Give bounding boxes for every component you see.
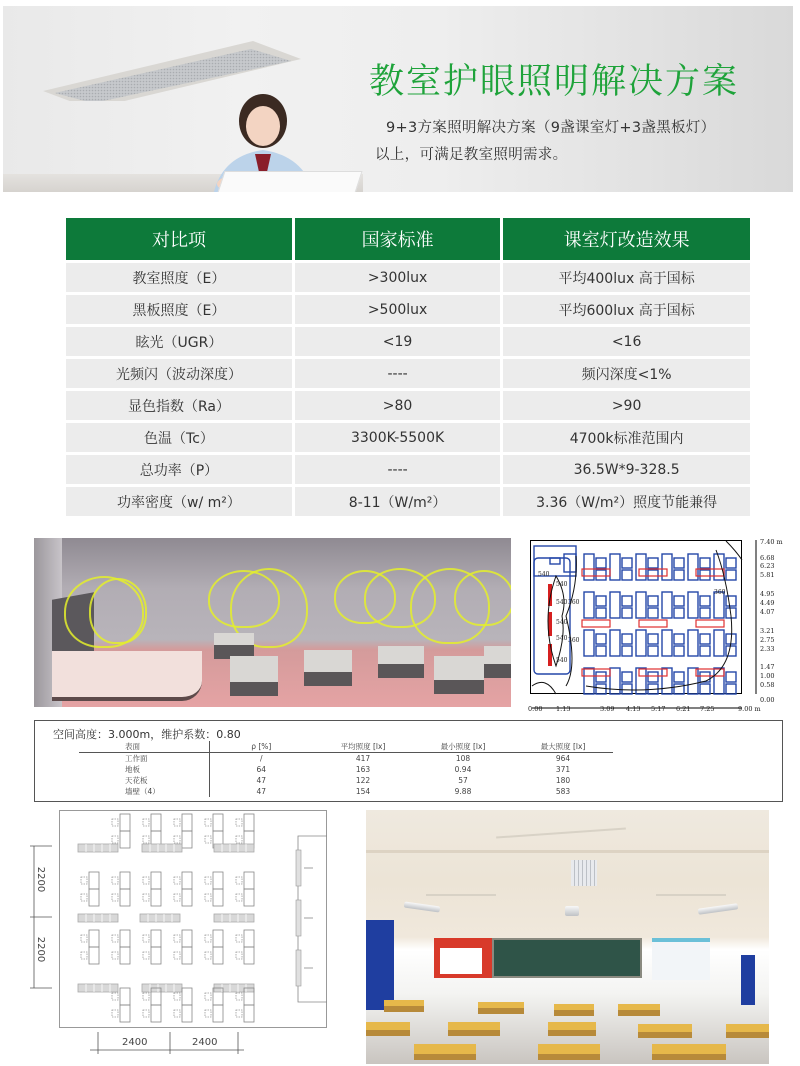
table-cell: ---- bbox=[295, 359, 500, 388]
y-tick: 6.23 bbox=[760, 562, 775, 570]
student-desk bbox=[638, 1024, 692, 1038]
hero-subtitle-line1: 9+3方案照明解决方案（9盏课室灯+3盏黑板灯） bbox=[386, 120, 716, 136]
isolux-contour-plan bbox=[526, 536, 790, 716]
hero-banner bbox=[3, 6, 793, 192]
student-desk bbox=[554, 1004, 594, 1016]
table-row bbox=[66, 423, 750, 452]
table-cell: 8-11（W/m²） bbox=[295, 487, 500, 516]
red-bulletin-board bbox=[434, 938, 492, 978]
x-tick: 5.17 bbox=[651, 705, 666, 713]
x-tick: 6.21 bbox=[676, 705, 691, 713]
table-row bbox=[66, 455, 750, 484]
table-cell: 122 bbox=[355, 776, 371, 785]
classroom-lamp bbox=[698, 903, 738, 915]
table-row bbox=[79, 775, 613, 786]
table-cell: 583 bbox=[555, 787, 571, 796]
column-header: 对比项 bbox=[66, 218, 292, 260]
student-desk bbox=[538, 1044, 600, 1060]
table-cell: 47 bbox=[209, 786, 313, 797]
page-title: 教室护眼照明解决方案 bbox=[369, 62, 740, 102]
table-cell: 36.5W*9-328.5 bbox=[503, 455, 750, 484]
y-tick: 0.00 bbox=[760, 696, 775, 704]
table-cell: 教室照度（E） bbox=[66, 263, 292, 292]
table-cell: 频闪深度<1% bbox=[503, 359, 750, 388]
podium-stage bbox=[52, 651, 202, 701]
ceiling-fan bbox=[656, 894, 726, 896]
x-tick: 9.00 m bbox=[738, 705, 761, 713]
student-desk bbox=[414, 1044, 476, 1060]
x-tick: 0.00 bbox=[528, 705, 543, 713]
y-tick: 3.21 bbox=[760, 627, 775, 635]
table-cell: 4700k标准范围内 bbox=[503, 423, 750, 452]
y-tick: 4.49 bbox=[760, 599, 775, 607]
table-cell: 180 bbox=[555, 776, 571, 785]
table-cell: 0.94 bbox=[454, 765, 472, 774]
hero-subtitle-line2: 以上，可满足教室照明需求。 bbox=[375, 147, 568, 163]
table-cell: 47 bbox=[209, 775, 313, 786]
render-desk bbox=[304, 650, 352, 686]
blackboard-lamp bbox=[571, 860, 597, 886]
table-cell: >300lux bbox=[295, 263, 500, 292]
table-cell: 9.88 bbox=[454, 787, 472, 796]
light-beam-pattern bbox=[454, 570, 511, 626]
y-tick: 1.47 bbox=[760, 663, 775, 671]
table-cell: 色温（Tc） bbox=[66, 423, 292, 452]
ceiling-fan bbox=[496, 827, 626, 838]
table-cell: >90 bbox=[503, 391, 750, 420]
classroom-lamp bbox=[404, 902, 440, 913]
table-row bbox=[79, 786, 613, 797]
table-cell: 163 bbox=[355, 765, 371, 774]
table-cell: / bbox=[209, 753, 313, 765]
dimension-label: 2200 bbox=[35, 936, 47, 963]
student-desk bbox=[618, 1004, 660, 1016]
svg-text:360: 360 bbox=[568, 599, 580, 606]
column-header: 表面 bbox=[79, 741, 209, 753]
desk-layout bbox=[526, 536, 790, 716]
dimension-label: 2200 bbox=[35, 866, 47, 893]
y-tick: 6.68 bbox=[760, 554, 775, 562]
column-header: ρ [%] bbox=[209, 741, 313, 753]
student-desk bbox=[652, 1044, 726, 1060]
y-tick: 4.07 bbox=[760, 608, 775, 616]
table-cell: 57 bbox=[458, 776, 468, 785]
student-desk bbox=[384, 1000, 424, 1012]
svg-text:540: 540 bbox=[556, 619, 568, 626]
table-cell: 地板 bbox=[125, 765, 140, 774]
table-row bbox=[66, 391, 750, 420]
y-tick: 2.33 bbox=[760, 645, 775, 653]
chalkboard bbox=[492, 938, 642, 978]
svg-text:360: 360 bbox=[714, 589, 726, 596]
table-cell: 3300K-5500K bbox=[295, 423, 500, 452]
door bbox=[366, 920, 394, 1010]
table-cell: >500lux bbox=[295, 295, 500, 324]
table-cell: 总功率（P） bbox=[66, 455, 292, 484]
table-cell: 964 bbox=[555, 754, 571, 763]
table-cell: 黑板照度（E） bbox=[66, 295, 292, 324]
door bbox=[741, 955, 755, 1005]
svg-text:540: 540 bbox=[556, 657, 568, 664]
notebook bbox=[217, 171, 362, 192]
table-cell: 平均400lux 高于国标 bbox=[503, 263, 750, 292]
render-desk bbox=[230, 656, 278, 696]
y-tick: 2.75 bbox=[760, 636, 775, 644]
student-desk bbox=[366, 1022, 410, 1036]
table-cell: 平均600lux 高于国标 bbox=[503, 295, 750, 324]
table-cell: 工作面 bbox=[125, 754, 148, 763]
table-cell: <19 bbox=[295, 327, 500, 356]
ceiling-beam bbox=[366, 850, 769, 853]
student-desk bbox=[478, 1002, 524, 1014]
notice-board bbox=[652, 938, 710, 980]
table-row bbox=[66, 359, 750, 388]
table-cell: 417 bbox=[355, 754, 371, 763]
table-cell: <16 bbox=[503, 327, 750, 356]
column-header: 最小照度 [lx] bbox=[413, 741, 513, 753]
classroom-photo bbox=[366, 810, 769, 1064]
y-tick: 1.00 bbox=[760, 672, 775, 680]
table-cell: 光频闪（波动深度） bbox=[66, 359, 292, 388]
x-tick: 4.13 bbox=[626, 705, 641, 713]
column-header: 国家标准 bbox=[295, 218, 500, 260]
table-cell: 154 bbox=[355, 787, 371, 796]
table-cell: 眩光（UGR） bbox=[66, 327, 292, 356]
table-cell: 墙壁（4） bbox=[125, 787, 160, 796]
light-beam-pattern bbox=[89, 578, 147, 644]
render-desk bbox=[378, 646, 424, 678]
comparison-table bbox=[63, 215, 753, 519]
student-desk bbox=[726, 1024, 769, 1038]
render-desk bbox=[484, 646, 511, 678]
student-desk bbox=[548, 1022, 596, 1036]
illuminance-results-table bbox=[79, 741, 613, 797]
table-row bbox=[66, 263, 750, 292]
classroom-lamp bbox=[565, 906, 579, 916]
ceiling-fan bbox=[426, 894, 496, 896]
table-row bbox=[79, 753, 613, 765]
svg-text:360: 360 bbox=[568, 637, 580, 644]
x-tick: 1.13 bbox=[556, 705, 571, 713]
classroom-floor-plan bbox=[30, 806, 360, 1062]
x-tick: 7.25 bbox=[700, 705, 715, 713]
room-parameters: 空间高度：3.000m，维护系数：0.80 bbox=[53, 728, 241, 741]
table-cell: 64 bbox=[209, 764, 313, 775]
render-desk bbox=[434, 656, 484, 694]
table-row bbox=[66, 487, 750, 516]
table-row bbox=[79, 764, 613, 775]
illuminance-results-panel bbox=[34, 720, 783, 802]
student-desk bbox=[448, 1022, 500, 1036]
table-cell: 天花板 bbox=[125, 776, 148, 785]
column-header: 平均照度 [lx] bbox=[313, 741, 413, 753]
plan-drawing bbox=[30, 806, 360, 1062]
dimension-label: 2400 bbox=[122, 1037, 148, 1048]
y-tick: 0.58 bbox=[760, 681, 775, 689]
column-header: 最大照度 [lx] bbox=[513, 741, 613, 753]
table-cell: ---- bbox=[295, 455, 500, 484]
table-cell: 3.36（W/m²）照度节能兼得 bbox=[503, 487, 750, 516]
table-header-row bbox=[66, 218, 750, 260]
table-row bbox=[66, 327, 750, 356]
y-tick: 4.95 bbox=[760, 590, 775, 598]
table-row bbox=[66, 295, 750, 324]
svg-text:540: 540 bbox=[556, 581, 568, 588]
light-distribution-render bbox=[34, 538, 511, 707]
table-cell: 108 bbox=[455, 754, 471, 763]
table-cell: >80 bbox=[295, 391, 500, 420]
column-header: 课室灯改造效果 bbox=[503, 218, 750, 260]
table-cell: 功率密度（w/ m²） bbox=[66, 487, 292, 516]
svg-text:540: 540 bbox=[556, 599, 568, 606]
y-tick: 5.81 bbox=[760, 571, 775, 579]
svg-text:540: 540 bbox=[538, 571, 550, 578]
x-tick: 3.09 bbox=[600, 705, 615, 713]
table-cell: 371 bbox=[555, 765, 571, 774]
svg-text:540: 540 bbox=[556, 635, 568, 642]
y-tick: 7.40 m bbox=[760, 538, 783, 546]
table-cell: 显色指数（Ra） bbox=[66, 391, 292, 420]
dimension-label: 2400 bbox=[192, 1037, 218, 1048]
table-header-row bbox=[79, 741, 613, 753]
